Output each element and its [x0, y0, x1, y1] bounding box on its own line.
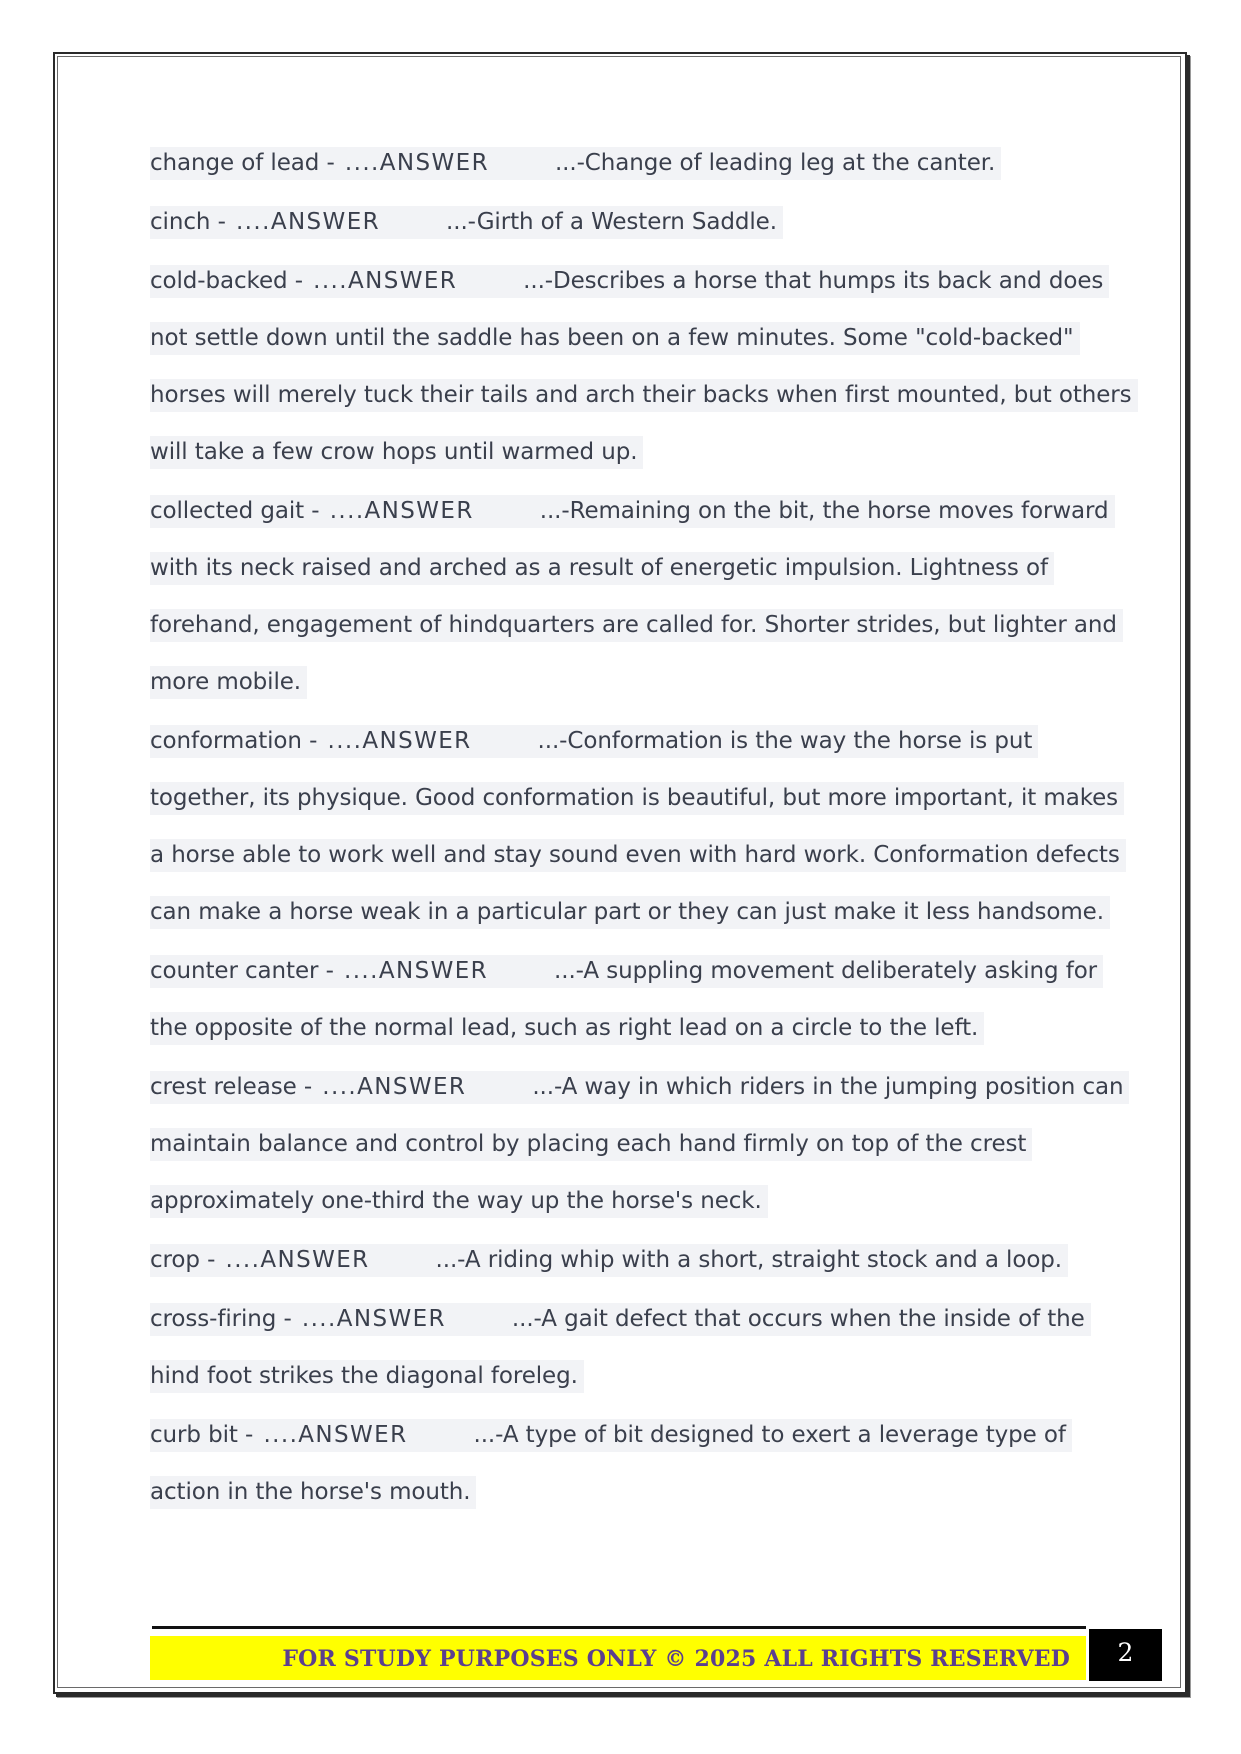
- entry-term: crop: [150, 1247, 200, 1273]
- entry-continuation-line: [150, 1475, 1090, 1510]
- answer-suffix: ...-: [554, 958, 584, 984]
- text-highlight: [150, 206, 783, 239]
- text-highlight: a horse able to work well and stay sound even with hard work. Conformation defects: [150, 839, 1126, 872]
- text-highlight: forehand, engagement of hindquarters are called for. Shorter strides, but lighter and: [150, 609, 1123, 642]
- entry-term: change of lead: [150, 150, 320, 176]
- text-highlight: horses will merely tuck their tails and arch their backs when first mounted, but others: [150, 379, 1138, 412]
- entry-term: cinch: [150, 209, 211, 235]
- answer-suffix: ...-: [554, 150, 585, 176]
- answer-marker: - ....ANSWER: [217, 209, 381, 235]
- entry-continuation-line: [150, 1127, 1090, 1162]
- text-highlight: hind foot strikes the diagonal foreleg.: [150, 1360, 584, 1393]
- entry-definition: Girth of a Western Saddle.: [476, 209, 777, 235]
- text-highlight: [150, 147, 1001, 180]
- entry-term-line: [150, 1302, 1090, 1337]
- text-highlight: can make a horse weak in a particular part or they can just make it less handsome.: [150, 896, 1110, 929]
- text-highlight: approximately one-third the way up the horse's neck.: [150, 1185, 768, 1218]
- text-highlight: with its neck raised and arched as a result of energetic impulsion. Lightness of: [150, 552, 1054, 585]
- text-highlight: will take a few crow hops until warmed up.: [150, 436, 643, 469]
- answer-marker: - ....ANSWER: [326, 150, 489, 176]
- text-highlight: [150, 725, 1038, 758]
- text-highlight: [150, 1303, 1091, 1336]
- text-highlight: [150, 1071, 1129, 1104]
- text-highlight: the opposite of the normal lead, such as right lead on a circle to the left.: [150, 1012, 984, 1045]
- entry-definition: Conformation is the way the horse is put: [567, 728, 1033, 754]
- entry-continuation-line: [150, 665, 1090, 700]
- entry-term: crest release: [150, 1074, 297, 1100]
- entry-term: cross-firing: [150, 1306, 277, 1332]
- entry-continuation-line: [150, 895, 1104, 930]
- answer-suffix: ...-: [446, 209, 477, 235]
- entry-term-line: [150, 264, 1104, 299]
- entry-definition: Change of leading leg at the canter.: [584, 150, 996, 176]
- entry-continuation-line: [150, 551, 1090, 586]
- entry-term: counter canter: [150, 958, 319, 984]
- entry-term: collected gait: [150, 498, 305, 524]
- answer-marker: - ....ANSWER: [303, 1074, 467, 1100]
- entry-definition: A type of bit designed to exert a leverage type of: [502, 1422, 1066, 1448]
- footer-copyright: FOR STUDY PURPOSES ONLY © 2025 ALL RIGHTS RESERVED: [282, 1646, 1070, 1672]
- text-highlight: action in the horse's mouth.: [150, 1476, 476, 1509]
- entry-continuation-line: [150, 435, 1090, 470]
- entry-continuation-line: [150, 1011, 1090, 1046]
- entry-term-line: [150, 146, 1090, 181]
- text-highlight: more mobile.: [150, 666, 307, 699]
- answer-marker: - ....ANSWER: [309, 728, 472, 754]
- answer-suffix: ...-: [537, 728, 568, 754]
- text-highlight: [150, 495, 1115, 528]
- answer-suffix: ...-: [539, 498, 570, 524]
- answer-marker: - ....ANSWER: [325, 958, 489, 984]
- entry-term: curb bit: [150, 1422, 238, 1448]
- answer-suffix: ...-: [435, 1247, 465, 1273]
- entry-term: cold-backed: [150, 268, 288, 294]
- answer-marker: - ....ANSWER: [283, 1306, 446, 1332]
- entry-term: conformation: [150, 728, 302, 754]
- entry-continuation-line: [150, 608, 1117, 643]
- text-highlight: [150, 265, 1109, 298]
- entry-definition: A way in which riders in the jumping position can: [561, 1074, 1124, 1100]
- entry-term-line: [150, 494, 1109, 529]
- text-highlight: together, its physique. Good conformation is beautiful, but more important, it makes: [150, 782, 1124, 815]
- page-number: 2: [1089, 1629, 1162, 1681]
- entry-term-line: [150, 1418, 1090, 1453]
- answer-suffix: ...-: [473, 1422, 503, 1448]
- entry-term-line: [150, 205, 1090, 240]
- answer-marker: - ....ANSWER: [311, 498, 474, 524]
- entry-term-line: [150, 954, 1098, 989]
- flashcard-list: [150, 146, 1132, 1510]
- entry-continuation-line: [150, 781, 1119, 816]
- text-highlight: [150, 1244, 1068, 1277]
- entry-definition: A gait defect that occurs when the inside of the: [541, 1306, 1085, 1332]
- answer-suffix: ...-: [523, 268, 554, 294]
- entry-definition: Describes a horse that humps its back and does: [553, 268, 1104, 294]
- text-highlight: maintain balance and control by placing each hand firmly on top of the crest: [150, 1128, 1032, 1161]
- answer-suffix: ...-: [532, 1074, 562, 1100]
- entry-definition: A riding whip with a short, straight stock and a loop.: [464, 1247, 1063, 1273]
- entry-continuation-line: [150, 321, 1090, 356]
- entry-term-line: [150, 1243, 1090, 1278]
- entry-continuation-line: [150, 1359, 1090, 1394]
- text-highlight: not settle down until the saddle has been on a few minutes. Some "cold-backed": [150, 322, 1080, 355]
- entry-definition: Remaining on the bit, the horse moves forward: [569, 498, 1109, 524]
- answer-marker: - ....ANSWER: [294, 268, 458, 294]
- entry-continuation-line: [150, 378, 1132, 413]
- footer-rule: [152, 1626, 1086, 1629]
- entry-continuation-line: [150, 838, 1120, 873]
- entry-term-line: [150, 724, 1090, 759]
- entry-term-line: [150, 1070, 1124, 1105]
- entry-continuation-line: [150, 1184, 1090, 1219]
- text-highlight: [150, 1419, 1072, 1452]
- answer-marker: - ....ANSWER: [245, 1422, 408, 1448]
- entry-definition: A suppling movement deliberately asking for: [583, 958, 1098, 984]
- text-highlight: [150, 955, 1103, 988]
- answer-marker: - ....ANSWER: [207, 1247, 370, 1273]
- answer-suffix: ...-: [511, 1306, 542, 1332]
